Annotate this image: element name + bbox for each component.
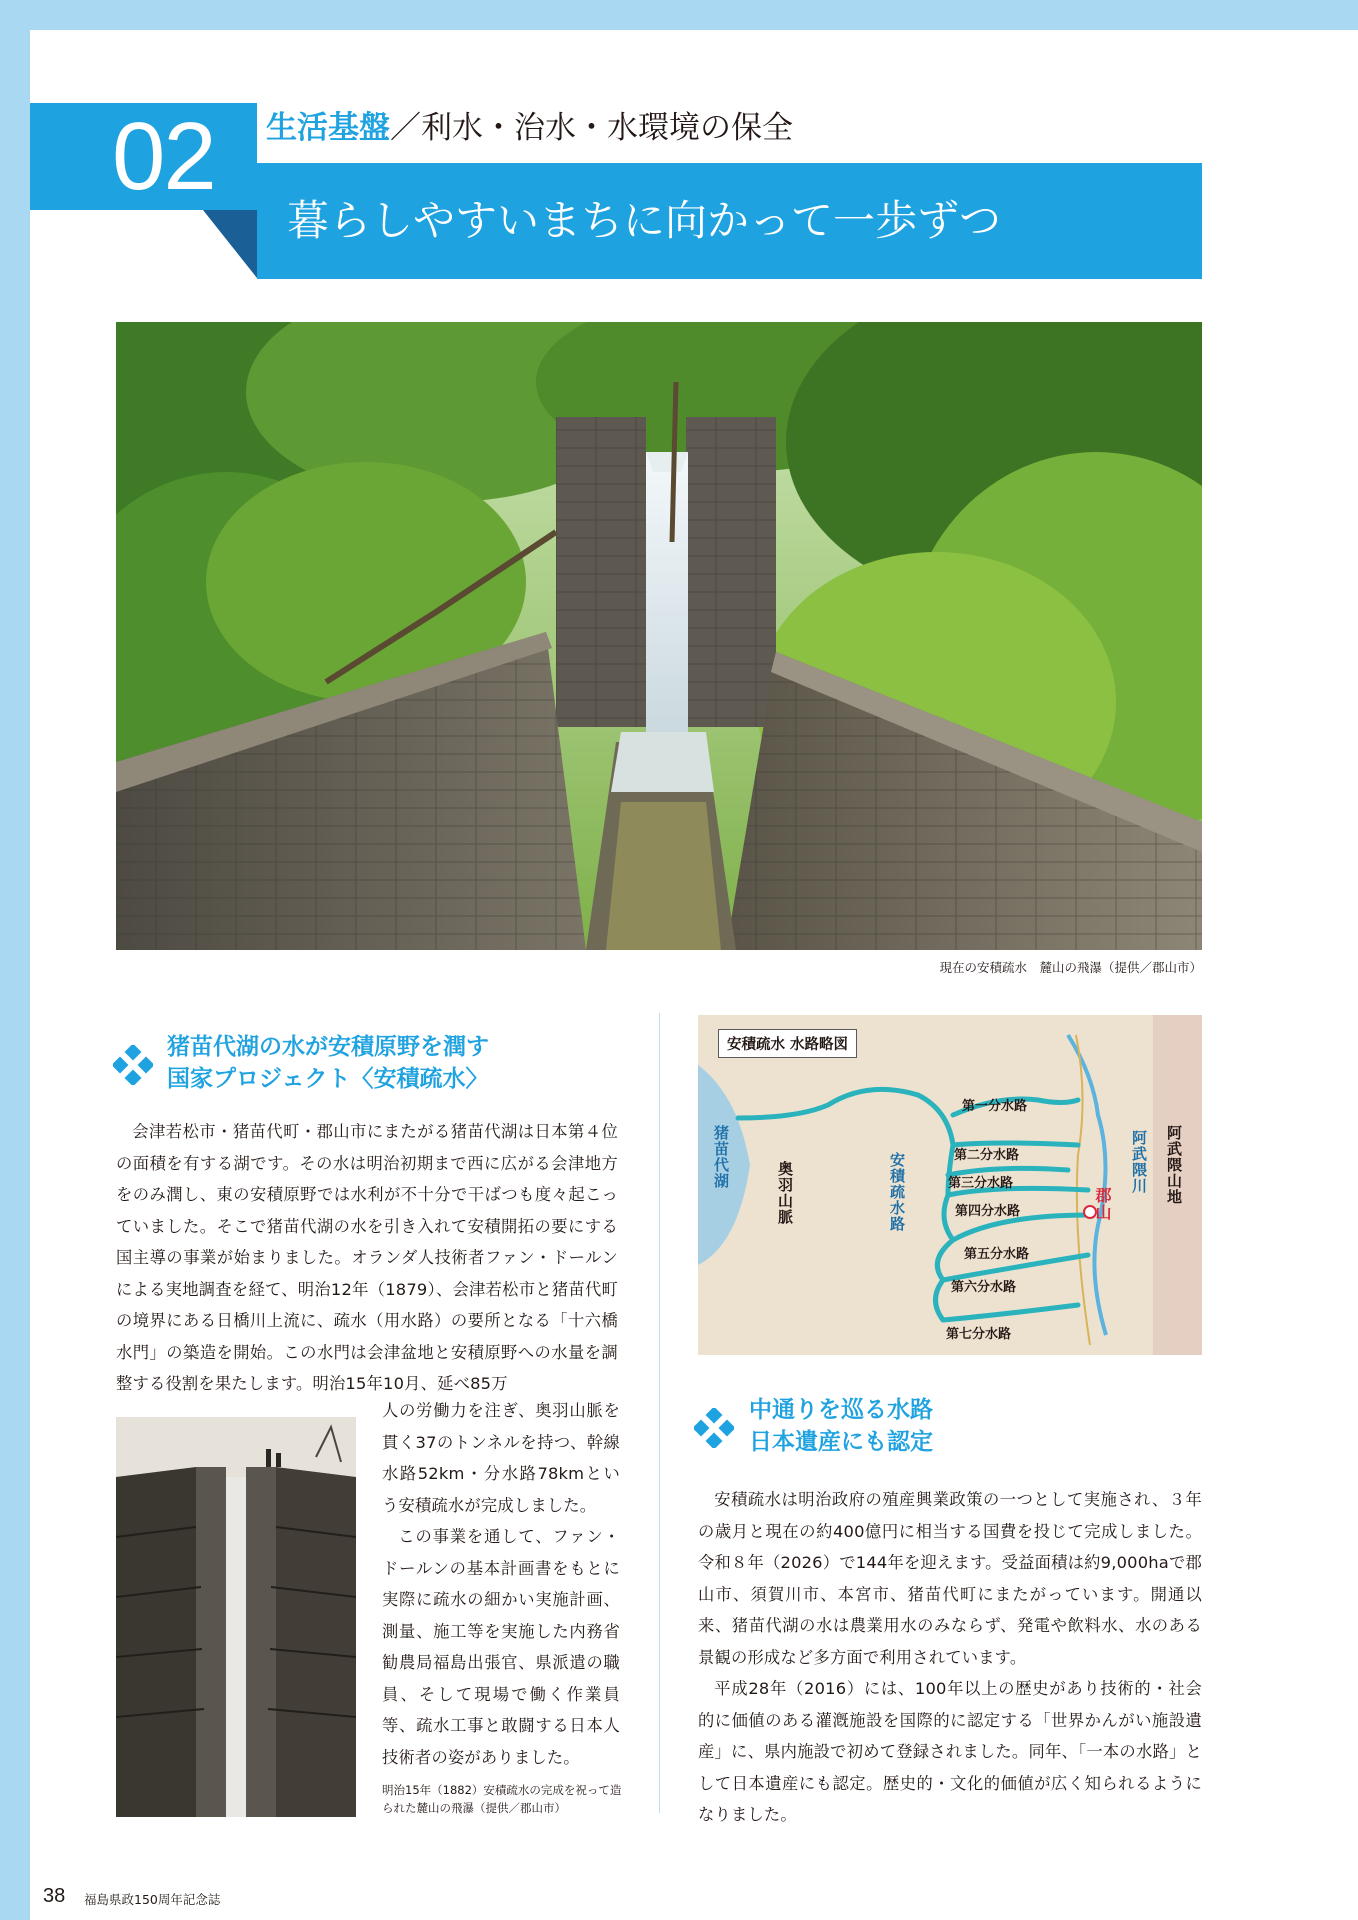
- column-divider: [659, 1013, 660, 1813]
- article1-paragraph1-continued: 人の労働力を注ぎ、奥羽山脈を貫く37のトンネルを持つ、幹線水路52km・分水路78kmという安積疏水が完成しました。 この事業を通して、ファン・ドールンの基本計画書をもとに実際に疏水の細かい実施計画、測量、施工等を実施した内務省勧農局福島出張官、県派遣の職員、そして現場で働く作業員等、疏水工事と敢闘する日本人技術者の姿がありました。: [382, 1401, 620, 1767]
- map-label-mountains-west: 奥羽山脈: [776, 1161, 794, 1225]
- historic-photo-waterfall: [116, 1417, 356, 1817]
- top-decor-bar: [0, 0, 1358, 30]
- map-label-city: 郡山: [1093, 1187, 1112, 1221]
- article1-heading-line1: 猪苗代湖の水が安積原野を潤す: [167, 1034, 489, 1060]
- map-branch-6: 第六分水路: [951, 1280, 1017, 1295]
- canal-route-map: [698, 1015, 1202, 1355]
- article1-paragraph1: 会津若松市・猪苗代町・郡山市にまたがる猪苗代湖は日本第４位の面積を有する湖です。その水は明治初期まで西に広がる会津地方をのみ潤し、東の安積原野では水利が不十分で干ばつも度々起こっていました。そこで猪苗代湖の水を引き入れて安積開拓の要にする国主導の事業が始まりました。オランダ人技術者ファン・ドールンによる実地調査を経て、明治12年（1879）、会津若松市と猪苗代町の境界にある日橋川上流に、疏水（用水路）の要所となる「十六橋水門」の築造を開始。この水門は会津盆地と安積原野への水量を調整する役割を果たします。明治15年10月、延べ85万: [116, 1122, 618, 1393]
- article2-paragraph1: 安積疏水は明治政府の殖産興業政策の一つとして実施され、３年の歳月と現在の約400億円に相当する国費を投じて完成しました。令和８年（2026）で144年を迎えます。受益面積は約9,000haで郡山市、須賀川市、本宮市、猪苗代町にまたがっています。開通以来、猪苗代湖の水は農業用水のみならず、発電や飲料水、水のある景観の形成など多方面で利用されています。: [698, 1490, 1202, 1667]
- section-number-fold: [203, 210, 257, 278]
- page-title: 暮らしやすいまちに向かって一歩ずつ: [287, 196, 1002, 245]
- map-label-canal: 安積疏水路: [888, 1152, 906, 1232]
- left-decor-bar: [0, 0, 30, 1920]
- article2-heading-line1: 中通りを巡る水路: [749, 1397, 933, 1423]
- article2-heading-line2: 日本遺産にも認定: [749, 1429, 933, 1455]
- map-label-mountains-east: 阿武隈山地: [1165, 1125, 1183, 1205]
- diamond-icon: [694, 1408, 734, 1448]
- map-branch-4: 第四分水路: [955, 1204, 1021, 1219]
- article1-heading-line2: 国家プロジェクト〈安積疏水〉: [167, 1066, 489, 1092]
- historic-photo-caption: 明治15年（1882）安積疏水の完成を祝って造られた麓山の飛瀑（提供／郡山市）: [382, 1783, 622, 1815]
- section-number: 02: [112, 103, 215, 210]
- map-title: 安積疏水 水路略図: [718, 1029, 857, 1058]
- map-branch-7: 第七分水路: [946, 1327, 1012, 1342]
- category-sub: ／利水・治水・水環境の保全: [390, 110, 793, 146]
- map-branch-5: 第五分水路: [964, 1247, 1030, 1262]
- category-main: 生活基盤: [266, 110, 390, 146]
- map-branch-1: 第一分水路: [962, 1099, 1028, 1114]
- article2-paragraph2: 平成28年（2016）には、100年以上の歴史があり技術的・社会的に価値のある灌漑施設を国際的に認定する「世界かんがい施設遺産」に、県内施設で初めて登録されました。同年、「一本の水路」として日本遺産にも認定。歴史的・文化的価値が広く知られるようになりました。: [698, 1679, 1202, 1824]
- map-label-lake: 猪苗代湖: [712, 1125, 730, 1189]
- main-photo-caption: 現在の安積疏水 麓山の飛瀑（提供／郡山市）: [939, 960, 1202, 975]
- main-photo-waterfall: [116, 322, 1202, 950]
- map-label-river: 阿武隈川: [1130, 1130, 1148, 1194]
- map-branch-3: 第三分水路: [948, 1176, 1014, 1191]
- map-branch-2: 第二分水路: [954, 1148, 1020, 1163]
- page-number: 38: [43, 1885, 66, 1907]
- section-category: [266, 106, 793, 150]
- publication-name: 福島県政150周年記念誌: [84, 1892, 221, 1907]
- article2-body: [698, 1484, 1202, 1831]
- diamond-icon: [113, 1045, 153, 1085]
